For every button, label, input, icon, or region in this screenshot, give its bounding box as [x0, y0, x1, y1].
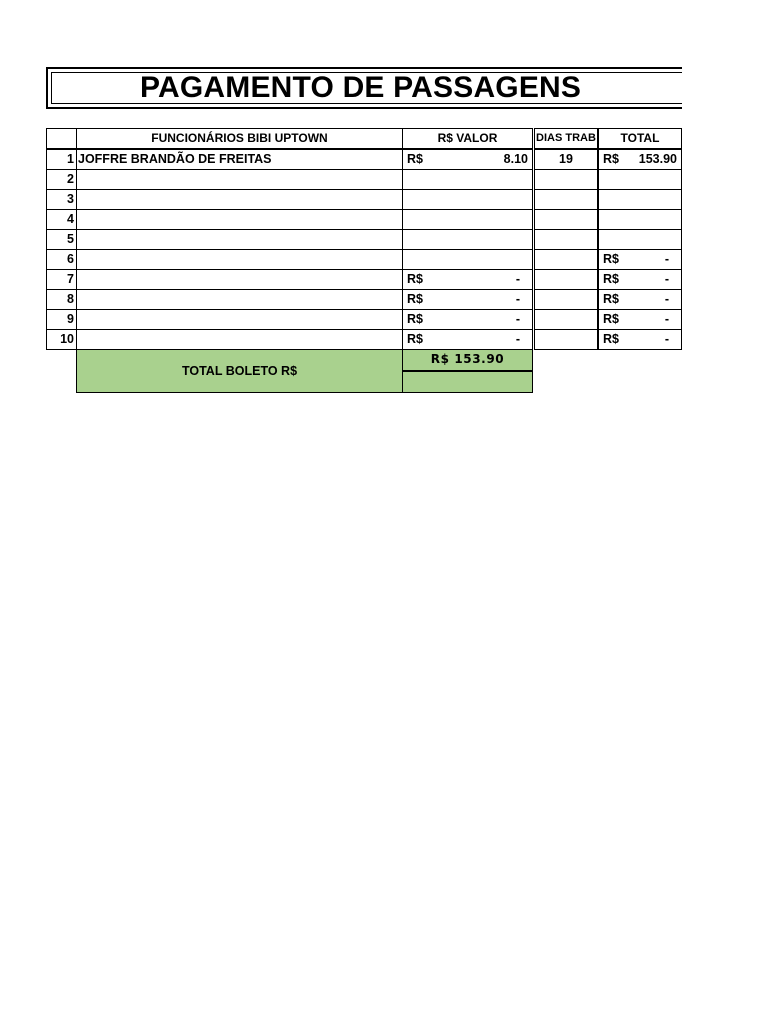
row-number-cell: 5 — [46, 229, 77, 250]
employee-name-cell — [76, 249, 403, 270]
dias-trab-cell — [534, 289, 598, 310]
header-funcionarios: FUNCIONÁRIOS BIBI UPTOWN — [76, 128, 403, 149]
valor-cell — [402, 229, 533, 250]
valor-cell — [402, 189, 533, 210]
row-number-cell: 4 — [46, 209, 77, 230]
dias-trab-cell — [534, 229, 598, 250]
valor-cell — [402, 289, 533, 310]
total-amount: - — [664, 312, 669, 326]
valor-cell — [402, 209, 533, 230]
total-cell — [598, 309, 682, 330]
employee-name-cell — [76, 269, 403, 290]
total-cell — [598, 329, 682, 350]
row-number-cell: 8 — [46, 289, 77, 310]
employee-name-cell — [76, 289, 403, 310]
row-number-cell: 2 — [46, 169, 77, 190]
total-cell — [598, 269, 682, 290]
valor-currency: R$ — [407, 272, 423, 286]
total-boleto-label-cell — [76, 349, 403, 393]
total-boleto-value: R$ 153.90 — [402, 349, 533, 371]
total-cell — [598, 229, 682, 250]
employee-name-cell — [76, 189, 403, 210]
total-cell — [598, 169, 682, 190]
valor-amount: 8.10 — [503, 152, 528, 166]
employee-name-cell — [76, 329, 403, 350]
dias-trab-cell — [534, 249, 598, 270]
total-cell — [598, 209, 682, 230]
total-currency: R$ — [603, 272, 619, 286]
title-box — [46, 67, 682, 109]
valor-amount: - — [515, 272, 520, 286]
total-amount: 153.90 — [638, 152, 677, 166]
valor-amount: - — [515, 332, 520, 346]
total-currency: R$ — [603, 292, 619, 306]
dias-trab-cell — [534, 329, 598, 350]
total-currency: R$ — [603, 332, 619, 346]
total-amount: - — [664, 332, 669, 346]
valor-currency: R$ — [407, 292, 423, 306]
valor-cell — [402, 269, 533, 290]
total-cell — [598, 149, 682, 170]
employee-name-cell — [76, 309, 403, 330]
row-number-cell: 1 — [46, 149, 77, 170]
dias-trab-cell: 19 — [534, 149, 598, 170]
valor-amount: - — [515, 312, 520, 326]
header-total: TOTAL — [598, 128, 682, 149]
total-amount: - — [664, 292, 669, 306]
total-cell — [598, 189, 682, 210]
valor-cell — [402, 309, 533, 330]
valor-amount: - — [515, 292, 520, 306]
dias-trab-cell — [534, 309, 598, 330]
dias-trab-cell — [534, 269, 598, 290]
total-cell — [598, 289, 682, 310]
employee-name-cell — [76, 229, 403, 250]
header-dias-trab: DIAS TRAB — [534, 128, 598, 149]
employee-name-cell — [76, 169, 403, 190]
employee-name-cell — [76, 209, 403, 230]
total-boleto-empty-cell — [402, 371, 533, 393]
total-amount: - — [664, 252, 669, 266]
total-currency: R$ — [603, 312, 619, 326]
valor-currency: R$ — [407, 332, 423, 346]
total-currency: R$ — [603, 152, 619, 166]
dias-trab-cell — [534, 169, 598, 190]
row-number-cell: 10 — [46, 329, 77, 350]
valor-cell — [402, 329, 533, 350]
total-cell — [598, 249, 682, 270]
valor-cell — [402, 249, 533, 270]
row-number-cell: 3 — [46, 189, 77, 210]
total-amount: - — [664, 272, 669, 286]
row-number-cell: 9 — [46, 309, 77, 330]
valor-currency: R$ — [407, 152, 423, 166]
valor-cell — [402, 169, 533, 190]
header-number-cell — [46, 128, 77, 149]
valor-currency: R$ — [407, 312, 423, 326]
dias-trab-cell — [534, 189, 598, 210]
row-number-cell: 6 — [46, 249, 77, 270]
total-currency: R$ — [603, 252, 619, 266]
valor-cell — [402, 149, 533, 170]
employee-name-cell: JOFFRE BRANDÃO DE FREITAS — [76, 149, 403, 170]
dias-trab-cell — [534, 209, 598, 230]
header-valor: R$ VALOR — [402, 128, 533, 149]
page-title: PAGAMENTO DE PASSAGENS — [140, 71, 582, 104]
total-boleto-label: TOTAL BOLETO R$ — [181, 364, 298, 378]
row-number-cell: 7 — [46, 269, 77, 290]
